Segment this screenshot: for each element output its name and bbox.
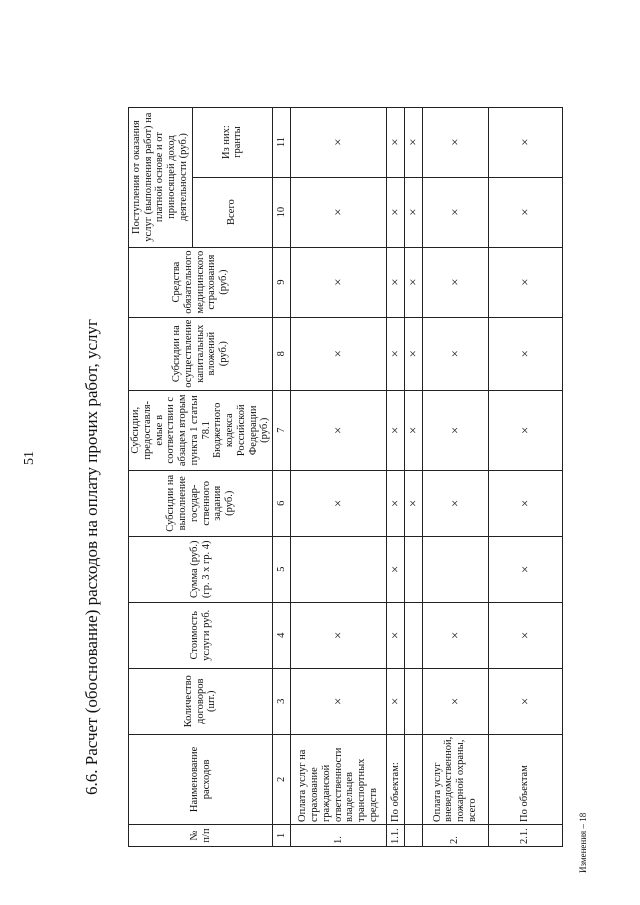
x-mark: ×	[291, 390, 387, 470]
x-mark: ×	[387, 536, 405, 602]
header-name: Наименование расходов	[129, 734, 273, 824]
col-number: 6	[273, 470, 291, 536]
col-number: 10	[273, 177, 291, 247]
x-mark: ×	[422, 317, 488, 390]
x-mark: ×	[291, 602, 387, 668]
x-mark: ×	[422, 668, 488, 734]
section-title: 6.6. Расчет (обоснование) расходов на оплату прочих работ, услуг	[82, 319, 101, 795]
x-mark: ×	[387, 602, 405, 668]
x-mark: ×	[291, 668, 387, 734]
col-number: 9	[273, 247, 291, 317]
x-mark: ×	[488, 536, 562, 602]
table-row	[387, 107, 405, 846]
col-number: 4	[273, 602, 291, 668]
x-mark: ×	[291, 247, 387, 317]
header-capital: Субсидии на осуществление капитальных вложений (руб.)	[129, 317, 273, 390]
col-number: 2	[273, 734, 291, 824]
x-mark: ×	[422, 390, 488, 470]
x-mark: ×	[291, 177, 387, 247]
x-mark: ×	[405, 470, 423, 536]
x-mark: ×	[405, 107, 423, 177]
x-mark: ×	[422, 107, 488, 177]
x-mark: ×	[291, 470, 387, 536]
footer-note: Изменения – 18	[578, 812, 588, 873]
empty-cell	[405, 602, 423, 668]
x-mark: ×	[387, 177, 405, 247]
col-number: 1	[273, 825, 291, 847]
table-row	[405, 107, 423, 846]
col-number: 3	[273, 668, 291, 734]
x-mark: ×	[488, 470, 562, 536]
col-number: 11	[273, 107, 291, 177]
x-mark: ×	[387, 390, 405, 470]
row-name: По объектам:	[387, 734, 405, 824]
x-mark: ×	[387, 247, 405, 317]
row-num	[405, 825, 423, 847]
header-total: Всего	[192, 177, 272, 247]
empty-cell	[291, 536, 387, 602]
x-mark: ×	[422, 177, 488, 247]
col-number: 5	[273, 536, 291, 602]
x-mark: ×	[488, 602, 562, 668]
header-sum: Сумма (руб.) (гр. 3 х гр. 4)	[129, 536, 273, 602]
x-mark: ×	[387, 317, 405, 390]
row-name	[405, 734, 423, 824]
x-mark: ×	[488, 317, 562, 390]
col-number: 8	[273, 317, 291, 390]
x-mark: ×	[387, 470, 405, 536]
empty-cell	[405, 668, 423, 734]
page-number: 51	[22, 451, 37, 465]
x-mark: ×	[488, 390, 562, 470]
x-mark: ×	[291, 317, 387, 390]
row-num: 2.1.	[488, 825, 562, 847]
x-mark: ×	[387, 107, 405, 177]
row-num: 2.	[422, 825, 488, 847]
x-mark: ×	[488, 247, 562, 317]
x-mark: ×	[405, 177, 423, 247]
x-mark: ×	[422, 247, 488, 317]
x-mark: ×	[387, 668, 405, 734]
x-mark: ×	[291, 107, 387, 177]
x-mark: ×	[488, 668, 562, 734]
col-number: 7	[273, 390, 291, 470]
empty-cell	[405, 536, 423, 602]
table-row	[422, 107, 488, 846]
row-num: 1.	[291, 825, 387, 847]
table-row	[488, 107, 562, 846]
x-mark: ×	[405, 317, 423, 390]
expense-table	[128, 107, 563, 847]
header-subsidy-78: Субсидии, предоставля-емые в соответствии с абзацем вторым пункта 1 статьи 78.1 Бюджетного кодекса Российской Федерации (руб.)	[129, 390, 273, 470]
table-row	[291, 107, 387, 846]
empty-cell	[422, 536, 488, 602]
row-name: По объектам	[488, 734, 562, 824]
x-mark: ×	[422, 602, 488, 668]
header-cost: Стоимость услуги руб.	[129, 602, 273, 668]
header-num: № п/п	[129, 825, 273, 847]
row-name: Оплата услуг на страхование гражданской ответственности владельцев транспортных средств	[291, 734, 387, 824]
x-mark: ×	[488, 177, 562, 247]
row-name: Оплата услуг вневедомственной, пожарной охраны, всего	[422, 734, 488, 824]
x-mark: ×	[422, 470, 488, 536]
x-mark: ×	[405, 247, 423, 317]
x-mark: ×	[488, 107, 562, 177]
header-state-task: Субсидии на выполнение государ-ственного задания (руб.)	[129, 470, 273, 536]
header-paid-services: Поступления от оказания услуг (выполнения работ) на платной основе и от приносящей доход деятельности (руб.)	[129, 107, 193, 247]
header-contracts: Количество договоров (шт.)	[129, 668, 273, 734]
header-grants: Из них: гранты	[192, 107, 272, 177]
x-mark: ×	[405, 390, 423, 470]
header-oms: Средства обязательного медицинского страхования (руб.)	[129, 247, 273, 317]
row-num: 1.1.	[387, 825, 405, 847]
